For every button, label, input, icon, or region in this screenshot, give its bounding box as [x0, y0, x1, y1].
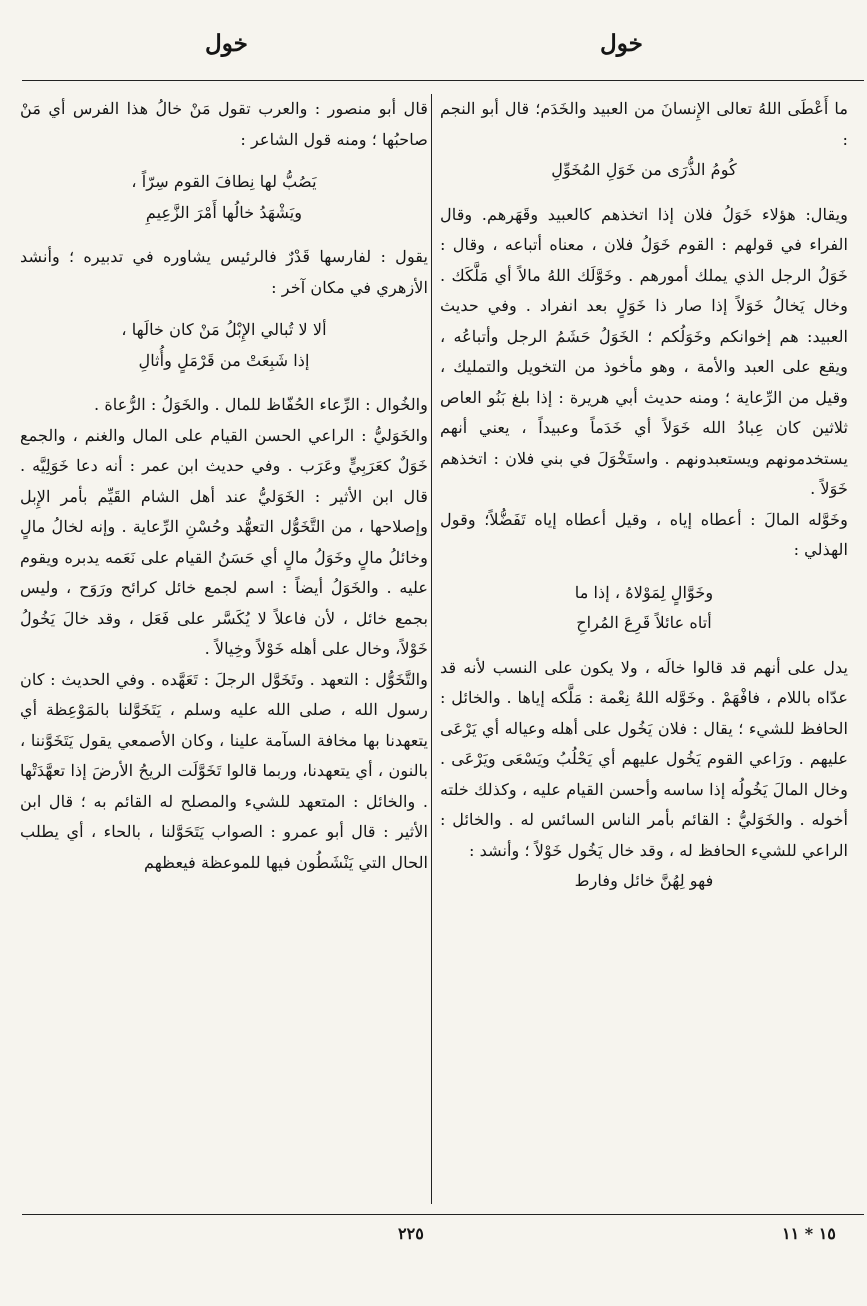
verse-line: ألا لا تُبالي الإِبْلُ مَنْ كان خالَها ،	[121, 320, 327, 339]
verse-line: فهو لِهُنَّ خائل وفارط	[574, 871, 714, 890]
verse-line: أتاه عائلاً قَرِعَ المُراحِ	[576, 613, 712, 632]
page-header-left: خول	[205, 30, 248, 57]
paragraph: قال أبو منصور : والعرب تقول مَنْ خالُ هذا الفرس أي مَنْ صاحبُها ؛ ومنه قول الشاعر :	[20, 99, 428, 149]
verse-line: وخَوَّالٍ لِمَوْلاهُ ، إذا ما	[574, 582, 714, 602]
verse-line: يَصُبُّ لها نِطافَ القوم سِرّاً ،	[131, 172, 317, 191]
page-header-right: خول	[600, 30, 643, 57]
verse-line: إذا شَبِعَتْ من قَرْمَلٍ وأُثالِ	[138, 350, 310, 370]
verse-line: كُومُ الذُّرَى من خَوَلِ المُخَوِّلِ	[551, 160, 737, 179]
paragraph: وخَوَّله المالَ : أعطاه إياه ، وقيل أعطاه إياه تَفَضُّلاً؛ وقول الهذلي :	[440, 509, 848, 559]
paragraph: والخُوال : الرِّعاء الحُفّاظ للمال . والخَوَلُ : الرُّعاة .	[94, 395, 428, 414]
paragraph: ما أَعْطَى اللهُ تعالى الإِنسانَ من العبيد والخَدَم؛ قال أبو النجم :	[440, 99, 848, 149]
column-divider	[431, 94, 432, 1204]
signature-mark: ١٥ * ١١	[782, 1224, 836, 1243]
paragraph: والتَّخَوُّل : التعهد . وتَخَوَّل الرجلَ : تَعَهَّده . وفي الحديث : كان رسول الله ، صلى الله عليه وسلم ، يَتَخَوَّلنا بالمَوْعِظة أي يتعهدنا بها مخافة السآمة علينا ، وكان الأصمعي يقول يَتَخَوَّننا ، بالنون ، أي يتعهدنا، وربما قالوا تَخَوَّلَت الريحُ الأرضَ إذا تعهَّدَتْها . والخائل : المتعهد للشيء والمصلح له القائم به ؛ قال ابن الأثير : قال أبو عمرو : الصواب يَتَحَوَّلنا ، بالحاء ، أي يطلب الحال التي يَنْشَطُون فيها للموعظة فيعظهم	[20, 669, 428, 872]
paragraph: يدل على أنهم قد قالوا خالَه ، ولا يكون على النسب لأنه قد عدّاه باللام ، فافْهَمْ . وخَوَّله اللهُ نِعْمة : مَلَّكه إياها . والخائل : الحافظ للشيء ؛ يقال : فلان يَخُول على أهله وعياله أي يَرْعَى عليهم . ورَاعي القوم يَخُول عليهم أي يَحْلُبُ ويَسْعَى ويَرْعَى . وخال المالَ يَخُولُه إذا ساسه وأحسن القيام عليه ، وكذلك خلته أخوله . والخَوَليُّ : القائم بأمر الناس السائس له . والخائل : الراعي للشيء الحافظ له ، وقد خال يَخُول خَوْلاً ؛ وأنشد :	[440, 657, 848, 860]
right-column	[440, 94, 848, 1209]
top-rule	[22, 80, 864, 81]
paragraph: ويقال: هؤلاء خَوَلُ فلان إذا اتخذهم كالعبيد وقَهَرهم. وقال الفراء في قولهم : القوم خَوَلُ فلان ، معناه أتباعه ، وقال : خَوَلُ الرجل الذي يملك أمورهم . وخَوَّلَك اللهُ مالاً أي مَلَّكَك . وخال يَخالُ خَوَلاً إذا صار ذا خَوَلٍ بعد انفراد . وفي حديث العبيد: هم إخوانكم وخَوَلُكم ؛ الخَوَلُ حَشَمُ الرجل وأتباعُه ، ويقع على العبد والأمة ، وهو مأخوذ من التخويل والتمليك ، وقيل من الرِّعاية ؛ ومنه حديث أبي هريرة : إذا بلغ بَنُو العاص ثلاثين كان عِبادُ الله خَوَلاً أي خَدَماً وعبيداً ، يعني أنهم يستخدمونهم ويستعبدونهم . واستَخْوَلَ في بني فلان : اتخذهم خَوَلاً .	[440, 204, 848, 498]
bottom-rule	[22, 1214, 864, 1215]
page-number: ٢٢٥	[398, 1224, 424, 1243]
paragraph: يقول : لفارسها قَدْرٌ فالرئيس يشاوره في تدبيره ؛ وأنشد الأزهري في مكان آخر :	[20, 247, 428, 297]
verse-line: ويَشْهَدُ خالُها أَمْرَ الزَّعِيمِ	[145, 202, 303, 222]
paragraph: والخَوَليُّ : الراعي الحسن القيام على المال والغنم ، والجمع خَوَلٌ كعَرَبِيٍّ وعَرَب . وفي حديث ابن عمر : أنه دعا خَوَلِيَّه . قال ابن الأثير : الخَوَليُّ عند أهل الشام القَيِّم بأمر الإِبل وإصلاحها ، من التَّخَوُّل التعهُّد وحُسْنِ الرِّعاية . وإنه لخالُ مالٍ وخائلُ مالٍ وخَوَلُ مالٍ أي حَسَنُ القيام على نَعَمه يدبره ويقوم عليه . والخَوَلُ أيضاً : اسم لجمع خائل كرائح ورَوَح ، وليس بجمع خائل ، لأن فاعلاً لا يُكَسَّر على فَعَل ، وقد خالَ يَخُولُ خَوْلاً، وخال على أهله خَوْلاً وخِيالاً .	[20, 425, 428, 658]
left-column	[20, 94, 428, 1209]
